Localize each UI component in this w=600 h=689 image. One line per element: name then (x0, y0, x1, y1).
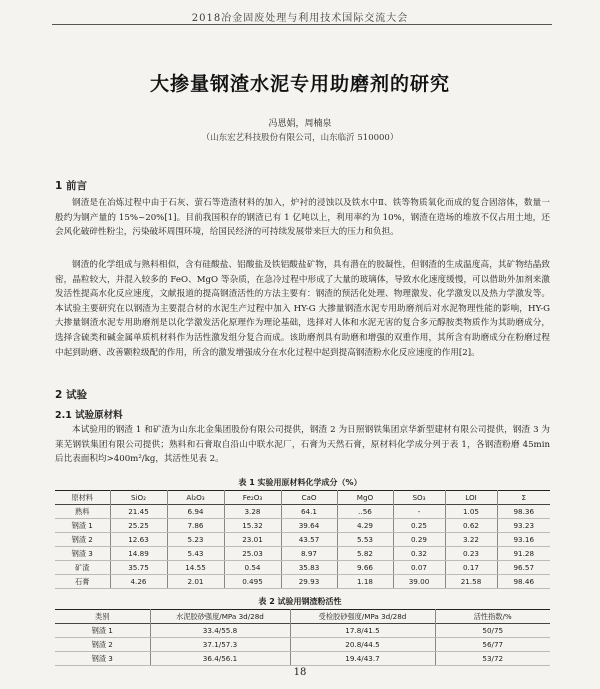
table-cell: - (393, 505, 445, 519)
table-cell: 20.8/44.5 (290, 638, 435, 652)
table-row (55, 505, 550, 519)
table-cell: 5.82 (337, 547, 393, 561)
column-header: LOI (445, 491, 497, 505)
table-cell: 1.18 (337, 575, 393, 589)
table-cell: 14.55 (167, 561, 224, 575)
table-cell: 钢渣 3 (55, 652, 150, 666)
table-cell: 12.63 (110, 533, 167, 547)
table-cell: 8.97 (281, 547, 337, 561)
table-cell: 25.03 (224, 547, 281, 561)
table-row (55, 561, 550, 575)
table-cell: 93.16 (497, 533, 550, 547)
table-cell: 43.57 (281, 533, 337, 547)
table-row (55, 575, 550, 589)
table-cell: 3.22 (445, 533, 497, 547)
table-cell: 2.01 (167, 575, 224, 589)
intro-paragraph-2: 钢渣的化学组成与熟料相似，含有硅酸盐、铝酸盐及铁铝酸盐矿物，具有潜在的胶凝性，但钢渣的生成温度高，其矿物结晶致密，晶粒较大，并混入较多的 FeO、MgO 等杂质，在急冷过程中形成了大量的玻璃体，导致水化速度缓慢，可以借助外加剂来激发活性提高水化反应速度，文献报道的提高钢渣活性的方法主要有：钢渣的预活化处理、物理激发、化学激发以及热力学激发等。本试验主要研究在以钢渣为主要混合材的水泥生产过程中加入 HY-G 大掺量钢渣水泥专用助磨剂后对水泥物理性能的影响，HY-G 大掺量钢渣水泥专用助磨剂是以化学激发活化原理作为理论基础，选择对人体和水泥无害的复合多元醇胺类物质作为其助磨成分，选择含硫类和碱金属单质机材料作为活性激发组分复合而成。该助磨剂具有助磨和增强的双重作用，其所含有助磨成分在粉磨过程中起到助磨、改善颗粒级配的作用，所含的激发增强成分在水化过程中起到提高钢渣粉水化反应速度的作用[2]。 (55, 260, 550, 358)
table-cell: 15.32 (224, 519, 281, 533)
table-cell: 3.28 (224, 505, 281, 519)
column-header: SO₃ (393, 491, 445, 505)
table-cell: 35.83 (281, 561, 337, 575)
table-cell: 36.4/56.1 (150, 652, 290, 666)
table-cell: 96.57 (497, 561, 550, 575)
table-cell: 0.17 (445, 561, 497, 575)
table1-caption: 表 1 实验用原材料化学成分（%） (238, 478, 362, 487)
table-cell: 钢渣 3 (55, 547, 110, 561)
table-cell: 0.23 (445, 547, 497, 561)
table-row (55, 624, 550, 638)
table1 (55, 490, 550, 589)
column-header: 类别 (95, 611, 110, 621)
table-cell: 29.93 (281, 575, 337, 589)
table-cell: ..56 (337, 505, 393, 519)
table-cell: 56/77 (435, 638, 550, 652)
table-cell: 93.23 (497, 519, 550, 533)
table-cell: 4.29 (337, 519, 393, 533)
table-cell: 64.1 (281, 505, 337, 519)
authors: 冯恩娟，周楠泉 (268, 119, 332, 129)
table-cell: 33.4/55.8 (150, 624, 290, 638)
table-cell: 9.66 (337, 561, 393, 575)
table-cell: 石膏 (55, 575, 110, 589)
table-cell: 23.01 (224, 533, 281, 547)
table-cell: 39.00 (393, 575, 445, 589)
table-cell: 7.86 (167, 519, 224, 533)
table-cell: 0.54 (224, 561, 281, 575)
table-cell: 39.64 (281, 519, 337, 533)
table-cell: 钢渣 2 (55, 533, 110, 547)
table-cell: 91.28 (497, 547, 550, 561)
table-cell: 钢渣 1 (55, 519, 110, 533)
table-cell: 钢渣 1 (55, 624, 150, 638)
table-row (55, 519, 550, 533)
table-cell: 4.26 (110, 575, 167, 589)
table2-caption: 表 2 试验用钢渣粉活性 (258, 597, 342, 606)
materials-paragraph: 本试验用的钢渣 1 和矿渣为山东北金集团股份有限公司提供，钢渣 2 为日照钢铁集团京华新型建材有限公司提供，钢渣 3 为莱芜钢铁集团有限公司提供；熟料和石膏取自沿山中联水泥厂，石膏为天然石膏，原材料化学成分列于表 1，各钢渣粉磨 45min 后比表面积均>400m²/kg，其活性见表 2。 (55, 425, 550, 465)
column-header: 水泥胶砂强度/MPa 3d/28d (150, 610, 290, 624)
table-cell: 0.25 (393, 519, 445, 533)
table-cell: 熟料 (55, 505, 110, 519)
column-header: SiO₂ (110, 491, 167, 505)
column-header: Fe₂O₃ (224, 491, 281, 505)
page-number: 18 (293, 667, 307, 678)
table-cell: 17.8/41.5 (290, 624, 435, 638)
table-row (55, 547, 550, 561)
affiliation: （山东宏艺科技股份有限公司，山东临沂 510000） (201, 133, 399, 143)
table-cell: 35.75 (110, 561, 167, 575)
table-cell: 钢渣 2 (55, 638, 150, 652)
table-cell: 0.32 (393, 547, 445, 561)
table-cell: 21.58 (445, 575, 497, 589)
table-cell: 53/72 (435, 652, 550, 666)
table-cell: 0.07 (393, 561, 445, 575)
table-cell: 矿渣 (55, 561, 110, 575)
table-cell: 0.495 (224, 575, 281, 589)
column-header: MgO (337, 491, 393, 505)
table-cell: 5.53 (337, 533, 393, 547)
column-header: 原材料 (71, 492, 94, 502)
intro-paragraph-1: 钢渣是在冶炼过程中由于石灰、萤石等造渣材料的加入，炉衬的浸蚀以及铁水中Ⅱ、铁等物质氧化而成的复合固溶体，数量一般约为钢产量的 15%~20%[1]。目前我国积存的钢渣已有 1 亿吨以上，利用率约为 10%，钢渣在造场的堆放不仅占用土地，还会风化破碎性粉尘，污染破坏周围环境，给国民经济的可持续发展带来巨大的压力和负担。 (55, 198, 550, 238)
subsection-heading-materials: 2.1 试验原材料 (55, 410, 123, 421)
table-cell: 50/75 (435, 624, 550, 638)
table-cell: 0.62 (445, 519, 497, 533)
column-header: CaO (281, 491, 337, 505)
column-header: 活性指数/% (435, 610, 550, 624)
table-cell: 5.43 (167, 547, 224, 561)
table-cell: 25.25 (110, 519, 167, 533)
table2 (55, 609, 550, 666)
table-cell: 5.23 (167, 533, 224, 547)
table-cell: 14.89 (110, 547, 167, 561)
table-cell: 37.1/57.3 (150, 638, 290, 652)
running-header: 2018冶金固废处理与利用技术国际交流大会 (191, 13, 409, 24)
table-row (55, 533, 550, 547)
column-header: Al₂O₃ (167, 491, 224, 505)
column-header: 受检胶砂强度/MPa 3d/28d (290, 610, 435, 624)
header-rule (52, 24, 552, 25)
table-row (55, 652, 550, 666)
paper-title: 大掺量钢渣水泥专用助磨剂的研究 (149, 73, 450, 95)
table-cell: 98.36 (497, 505, 550, 519)
column-header: Σ (497, 491, 550, 505)
table-cell: 0.29 (393, 533, 445, 547)
section-heading-intro: 1 前言 (55, 180, 87, 192)
table-cell: 98.46 (497, 575, 550, 589)
table-row (55, 638, 550, 652)
section-heading-experiment: 2 试验 (55, 389, 87, 401)
table-cell: 6.94 (167, 505, 224, 519)
table-cell: 21.45 (110, 505, 167, 519)
table-cell: 1.05 (445, 505, 497, 519)
table-cell: 19.4/43.7 (290, 652, 435, 666)
